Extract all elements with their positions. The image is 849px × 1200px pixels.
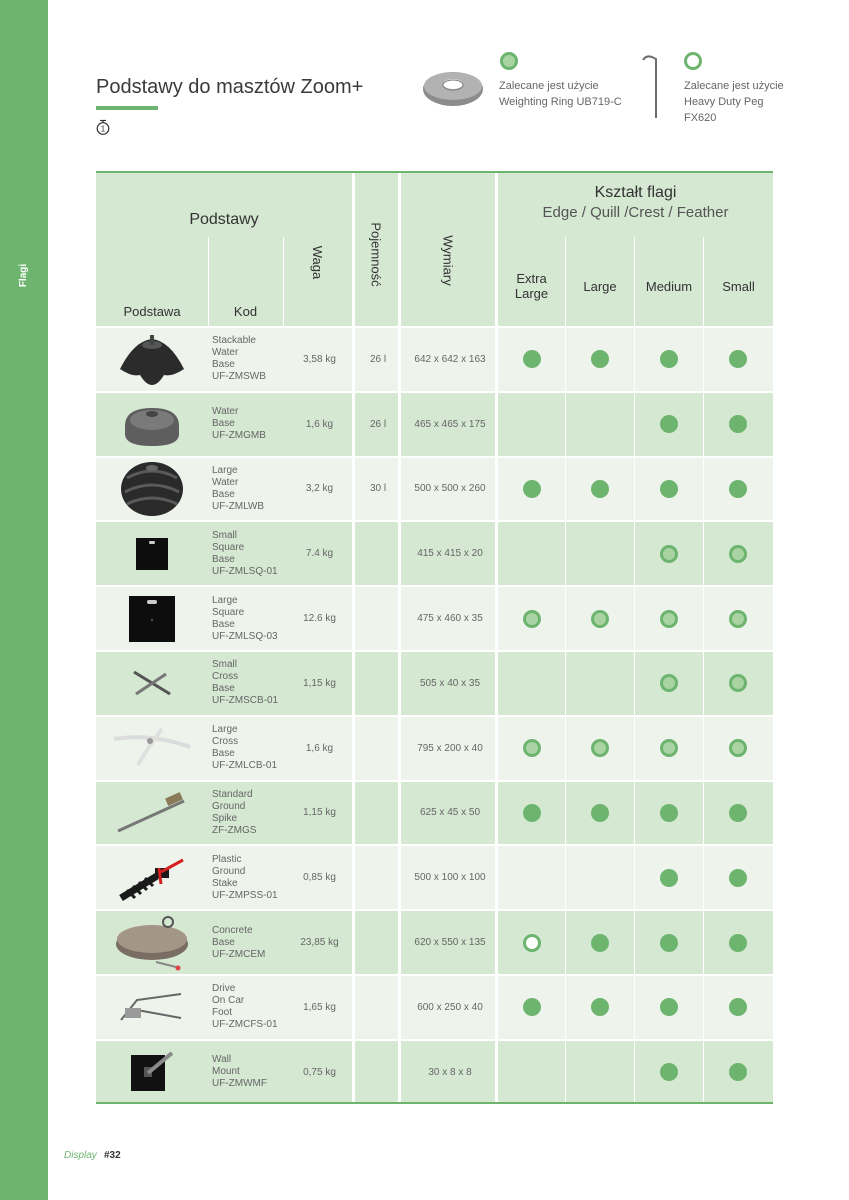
product-weight: 7.4 kg: [305, 548, 334, 560]
compatible-dot: [591, 480, 609, 498]
table-row: [96, 909, 773, 974]
size-compat-cell: [704, 652, 772, 715]
product-dimensions: 500 x 500 x 260: [414, 483, 486, 495]
size-compat-cell: [498, 1041, 566, 1104]
size-compat-cell: [566, 328, 634, 391]
size-compat-cell: [635, 1041, 703, 1104]
product-weight: 12.6 kg: [303, 613, 336, 625]
plastic-ground-stake-image: [96, 846, 208, 909]
heavy-duty-peg-dot: [523, 934, 541, 952]
size-compat-cell: [704, 458, 772, 521]
compatible-dot: [729, 934, 747, 952]
size-compat-cell: [635, 522, 703, 585]
compatible-dot: [523, 480, 541, 498]
title-underline: [96, 106, 158, 110]
table-row: [96, 326, 773, 391]
size-compat-cell: [566, 458, 634, 521]
size-compat-cell: [635, 976, 703, 1039]
size-compat-cell: [498, 911, 566, 974]
product-dimensions: 505 x 40 x 35: [419, 677, 481, 689]
product-weight: 1,15 kg: [303, 677, 336, 689]
size-compat-cell: [498, 717, 566, 780]
side-tab-label: Flagi: [18, 263, 30, 287]
header-base: Podstawa: [123, 304, 181, 319]
product-capacity: [355, 782, 401, 845]
large-water-base-image: [96, 458, 208, 521]
product-capacity: [355, 522, 401, 585]
side-tab: [14, 260, 34, 290]
table-row: [96, 1039, 773, 1104]
size-compat-cell: [498, 846, 566, 909]
weighting-ring-dot: [660, 739, 678, 757]
product-dimensions: 600 x 250 x 40: [417, 1001, 483, 1013]
legend-open-ring-dot: [684, 52, 702, 70]
product-weight: 3,2 kg: [305, 483, 334, 495]
size-compat-cell: [498, 587, 566, 650]
product-name-code: Small Square Base UF-ZMLSQ-01: [212, 529, 278, 577]
product-name-code: Large Water Base UF-ZMLWB: [212, 464, 265, 512]
header-size-medium: Medium: [645, 279, 693, 294]
header-flag-types: Edge / Quill /Crest / Feather: [542, 204, 729, 221]
product-weight: 1,6 kg: [305, 742, 334, 754]
size-compat-cell: [635, 458, 703, 521]
size-compat-cell: [635, 328, 703, 391]
size-compat-cell: [566, 976, 634, 1039]
product-name-code: Concrete Base UF-ZMCEM: [212, 924, 266, 960]
product-dimensions: 625 x 45 x 50: [419, 807, 481, 819]
weighting-ring-image: [422, 69, 484, 107]
size-compat-cell: [498, 328, 566, 391]
product-name-code: Small Cross Base UF-ZMSCB-01: [212, 659, 279, 707]
compatible-dot: [591, 804, 609, 822]
size-compat-cell: [704, 587, 772, 650]
product-name-code: Standard Ground Spike ZF-ZMGS: [212, 788, 257, 836]
product-capacity: [355, 1041, 401, 1104]
product-weight: 23,85 kg: [300, 937, 339, 949]
size-compat-cell: [704, 846, 772, 909]
footer-page-number: #32: [104, 1150, 121, 1161]
table-row: [96, 974, 773, 1039]
weighting-ring-dot: [660, 674, 678, 692]
page-title: Podstawy do masztów Zoom+: [96, 76, 364, 98]
stackable-water-base-image: [96, 328, 208, 391]
product-name-code: Large Cross Base UF-ZMLCB-01: [212, 724, 278, 772]
header-group-bases: Podstawy: [189, 211, 259, 228]
product-dimensions: 795 x 200 x 40: [417, 742, 483, 754]
footer-section: Display: [64, 1150, 97, 1161]
size-compat-cell: [566, 911, 634, 974]
compatible-dot: [591, 998, 609, 1016]
compatible-dot: [660, 480, 678, 498]
size-compat-cell: [635, 782, 703, 845]
legend-heavy-duty-peg: Zalecane jest użycie Heavy Duty Peg FX620: [684, 80, 784, 124]
product-weight: 1,65 kg: [303, 1001, 336, 1013]
size-compat-cell: [566, 846, 634, 909]
compatible-dot: [729, 1063, 747, 1081]
product-capacity: 26 l: [369, 353, 387, 365]
product-weight: 3,58 kg: [303, 353, 336, 365]
table-header: [96, 171, 773, 326]
drive-on-car-foot-image: [96, 976, 208, 1039]
large-square-base-image: [96, 587, 208, 650]
size-compat-cell: [498, 652, 566, 715]
product-capacity: [355, 911, 401, 974]
compatible-dot: [523, 998, 541, 1016]
size-compat-cell: [704, 717, 772, 780]
stopwatch-icon: [96, 119, 110, 135]
product-name-code: Water Base UF-ZMGMB: [212, 406, 266, 442]
size-compat-cell: [704, 393, 772, 456]
table-row: [96, 650, 773, 715]
size-compat-cell: [635, 911, 703, 974]
size-compat-cell: [635, 846, 703, 909]
compatible-dot: [729, 350, 747, 368]
concrete-base-image: [96, 911, 208, 974]
header-flag-shape: Kształt flagi: [594, 184, 677, 201]
compatible-dot: [729, 804, 747, 822]
bases-table: [96, 171, 773, 1104]
size-compat-cell: [635, 393, 703, 456]
size-compat-cell: [635, 652, 703, 715]
weighting-ring-dot: [729, 545, 747, 563]
weighting-ring-dot: [591, 739, 609, 757]
product-capacity: 30 l: [369, 483, 387, 495]
compatible-dot: [660, 869, 678, 887]
size-compat-cell: [566, 522, 634, 585]
size-compat-cell: [498, 782, 566, 845]
product-weight: 0,75 kg: [303, 1066, 336, 1078]
product-weight: 1,15 kg: [303, 807, 336, 819]
size-compat-cell: [566, 393, 634, 456]
product-capacity: [355, 846, 401, 909]
header-weight: Waga: [309, 245, 325, 279]
size-compat-cell: [566, 717, 634, 780]
compatible-dot: [660, 804, 678, 822]
header-size-large: Large: [583, 279, 617, 294]
header-capacity: Pojemność: [369, 222, 384, 287]
size-compat-cell: [704, 1041, 772, 1104]
product-dimensions: 415 x 415 x 20: [417, 548, 483, 560]
size-compat-cell: [566, 782, 634, 845]
heavy-duty-peg-image: [640, 54, 660, 122]
weighting-ring-dot: [660, 610, 678, 628]
size-compat-cell: [566, 652, 634, 715]
legend-weighting-ring: Zalecane jest użycie Weighting Ring UB719-C: [499, 80, 622, 108]
size-compat-cell: [704, 976, 772, 1039]
stopwatch-number: 1: [100, 124, 106, 134]
product-weight: 0,85 kg: [303, 872, 336, 884]
product-name-code: Stackable Water Base UF-ZMSWB: [212, 335, 266, 383]
compatible-dot: [660, 998, 678, 1016]
product-weight: 1,6 kg: [305, 418, 334, 430]
size-compat-cell: [566, 1041, 634, 1104]
compatible-dot: [523, 804, 541, 822]
product-capacity: [355, 652, 401, 715]
product-dimensions: 500 x 100 x 100: [414, 872, 486, 884]
compatible-dot: [523, 350, 541, 368]
size-compat-cell: [498, 976, 566, 1039]
compatible-dot: [729, 998, 747, 1016]
product-dimensions: 465 x 465 x 175: [414, 418, 486, 430]
product-name-code: Drive On Car Foot UF-ZMCFS-01: [212, 983, 278, 1031]
water-base-image: [96, 393, 208, 456]
product-dimensions: 620 x 550 x 135: [414, 937, 486, 949]
compatible-dot: [660, 1063, 678, 1081]
compatible-dot: [660, 350, 678, 368]
size-compat-cell: [635, 587, 703, 650]
table-row: [96, 391, 773, 456]
large-cross-base-image: [96, 717, 208, 780]
compatible-dot: [660, 934, 678, 952]
table-bottom-rule: [96, 1102, 773, 1104]
wall-mount-image: [96, 1041, 208, 1104]
weighting-ring-dot: [523, 610, 541, 628]
size-compat-cell: [704, 522, 772, 585]
size-compat-cell: [498, 393, 566, 456]
table-row: [96, 456, 773, 521]
compatible-dot: [660, 415, 678, 433]
weighting-ring-dot: [591, 610, 609, 628]
size-compat-cell: [498, 458, 566, 521]
table-row: [96, 780, 773, 845]
size-compat-cell: [635, 717, 703, 780]
compatible-dot: [729, 480, 747, 498]
small-square-base-image: [96, 522, 208, 585]
product-capacity: [355, 976, 401, 1039]
weighting-ring-dot: [729, 739, 747, 757]
side-bar: [0, 0, 48, 1200]
size-compat-cell: [704, 328, 772, 391]
size-compat-cell: [704, 911, 772, 974]
header-size-small: Small: [722, 279, 755, 294]
table-row: [96, 585, 773, 650]
product-dimensions: 642 x 642 x 163: [414, 353, 486, 365]
header-size-xl: Extra Large: [514, 271, 549, 301]
product-name-code: Plastic Ground Stake UF-ZMPSS-01: [212, 853, 278, 901]
weighting-ring-dot: [729, 610, 747, 628]
weighting-ring-dot: [660, 545, 678, 563]
size-compat-cell: [566, 587, 634, 650]
weighting-ring-dot: [523, 739, 541, 757]
compatible-dot: [729, 869, 747, 887]
ground-spike-image: [96, 782, 208, 845]
legend-filled-ring-dot: [500, 52, 518, 70]
size-compat-cell: [498, 522, 566, 585]
product-name-code: Large Square Base UF-ZMLSQ-03: [212, 594, 278, 642]
weighting-ring-dot: [729, 674, 747, 692]
small-cross-base-image: [96, 652, 208, 715]
product-capacity: [355, 587, 401, 650]
product-capacity: 26 l: [369, 418, 387, 430]
table-row: [96, 520, 773, 585]
compatible-dot: [729, 415, 747, 433]
product-dimensions: 30 x 8 x 8: [428, 1066, 472, 1078]
product-name-code: Wall Mount UF-ZMWMF: [212, 1054, 267, 1090]
product-dimensions: 475 x 460 x 35: [417, 613, 483, 625]
size-compat-cell: [704, 782, 772, 845]
table-row: [96, 844, 773, 909]
header-code: Kod: [233, 304, 258, 319]
compatible-dot: [591, 934, 609, 952]
compatible-dot: [591, 350, 609, 368]
header-dims: Wymiary: [440, 235, 456, 286]
product-capacity: [355, 717, 401, 780]
table-row: [96, 715, 773, 780]
